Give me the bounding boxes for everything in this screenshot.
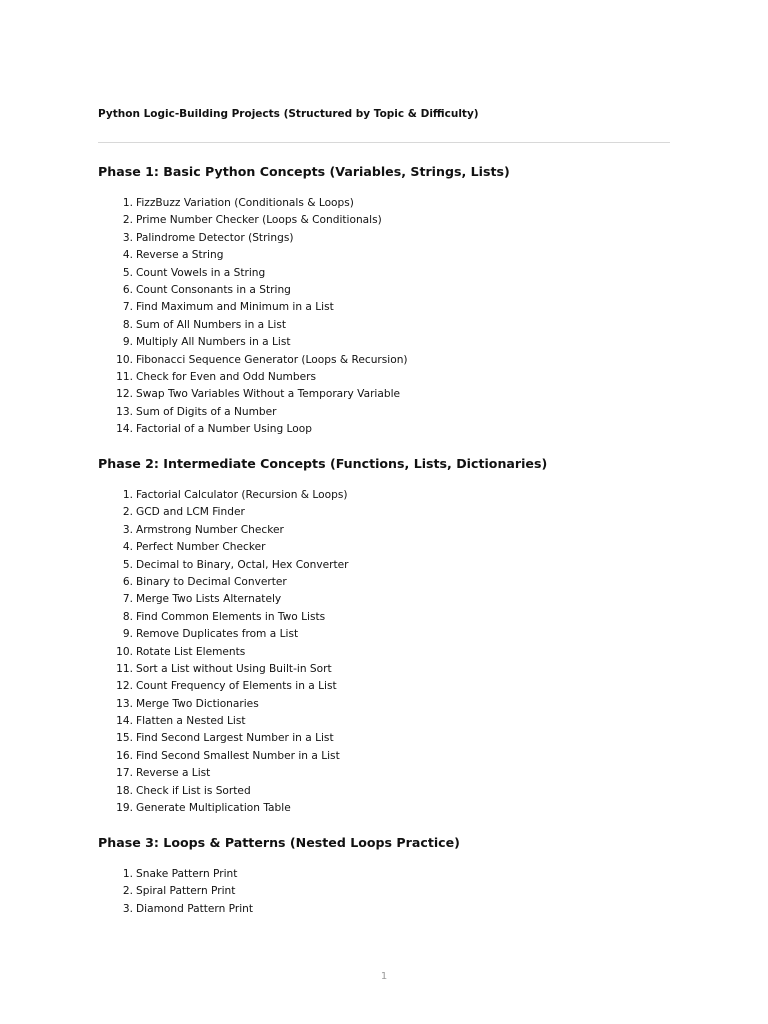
list-item-number: 11. [116, 662, 133, 675]
list-item-text: Count Vowels in a String [136, 266, 266, 279]
list-item-text: Remove Duplicates from a List [136, 628, 299, 641]
list-item-number: 7. [122, 301, 133, 314]
list-item-text: Snake Pattern Print [136, 868, 238, 880]
list-item-text: Armstrong Number Checker [136, 523, 284, 536]
phase-2-heading: Phase 2: Intermediate Concepts (Functions, Lists, Dictionaries) [98, 456, 548, 471]
list-item-text: GCD and LCM Finder [136, 506, 245, 519]
list-item-number: 6. [122, 283, 133, 296]
list-item-text: Sum of Digits of a Number [136, 405, 277, 418]
list-item-number: 10. [116, 645, 133, 658]
list-item-text: Find Second Largest Number in a List [136, 732, 334, 745]
list-item-text: Generate Multiplication Table [136, 802, 291, 815]
list-item-number: 3. [122, 231, 133, 244]
list-item-number: 1. [122, 197, 133, 209]
list-item-number: 5. [122, 558, 133, 571]
list-item-number: 16. [116, 749, 133, 762]
list-item-number: 5. [122, 266, 133, 279]
phase-1-heading: Phase 1: Basic Python Concepts (Variables, Strings, Lists) [98, 164, 510, 179]
document-title: Python Logic-Building Projects (Structured by Topic & Difficulty) [98, 108, 479, 120]
list-item-number: 3. [122, 523, 133, 536]
title-divider [98, 142, 670, 143]
list-item-number: 12. [116, 388, 133, 401]
list-item-number: 9. [122, 628, 133, 641]
list-item-number: 14. [116, 715, 133, 728]
list-item-number: 14. [116, 423, 133, 436]
list-item-number: 19. [116, 802, 133, 815]
list-item-number: 2. [122, 214, 133, 227]
list-item-text: Sum of All Numbers in a List [136, 318, 287, 331]
list-item-text: Swap Two Variables Without a Temporary Variable [136, 388, 401, 401]
list-item-number: 4. [122, 249, 133, 262]
list-item-number: 8. [122, 610, 133, 623]
list-item-number: 17. [116, 767, 133, 780]
list-item-text: Diamond Pattern Print [136, 902, 254, 915]
list-item-text: Count Frequency of Elements in a List [136, 680, 337, 693]
list-item-text: Sort a List without Using Built-in Sort [136, 662, 332, 675]
list-item-number: 4. [122, 541, 133, 554]
list-item-number: 13. [116, 405, 133, 418]
list-item-number: 12. [116, 680, 133, 693]
list-item-number: 1. [122, 868, 133, 880]
list-item-text: Factorial Calculator (Recursion & Loops) [136, 489, 348, 501]
list-item-text: Check if List is Sorted [136, 784, 251, 797]
list-item-text: Count Consonants in a String [136, 283, 291, 296]
list-item-text: Multiply All Numbers in a List [136, 336, 291, 349]
list-item-text: Find Second Smallest Number in a List [136, 749, 340, 762]
list-item-text: Reverse a List [136, 767, 211, 780]
list-item-number: 2. [122, 506, 133, 519]
list-item-text: Prime Number Checker (Loops & Conditionals) [136, 214, 382, 227]
list-item-number: 6. [122, 575, 133, 588]
list-item-number: 8. [122, 318, 133, 331]
list-item-number: 15. [116, 732, 133, 745]
list-item-number: 10. [116, 353, 133, 366]
list-item-text: FizzBuzz Variation (Conditionals & Loops) [136, 197, 354, 209]
page-number: 1 [380, 971, 388, 982]
list-item-text: Check for Even and Odd Numbers [136, 370, 316, 383]
list-item-text: Rotate List Elements [136, 645, 246, 658]
list-item-number: 3. [122, 902, 133, 915]
list-item-text: Flatten a Nested List [136, 715, 246, 728]
list-item-text: Perfect Number Checker [136, 541, 266, 554]
list-item-number: 1. [122, 489, 133, 501]
list-item-text: Factorial of a Number Using Loop [136, 423, 312, 436]
list-item-text: Merge Two Dictionaries [136, 697, 259, 710]
list-item-number: 9. [122, 336, 133, 349]
list-item-number: 13. [116, 697, 133, 710]
list-item-text: Merge Two Lists Alternately [136, 593, 282, 606]
list-item-text: Find Maximum and Minimum in a List [136, 301, 334, 314]
list-item-number: 11. [116, 370, 133, 383]
list-item-number: 2. [122, 885, 133, 898]
list-item-text: Binary to Decimal Converter [136, 575, 287, 588]
list-item-text: Find Common Elements in Two Lists [136, 610, 326, 623]
phase-3-heading: Phase 3: Loops & Patterns (Nested Loops Practice) [98, 835, 460, 850]
list-item-text: Fibonacci Sequence Generator (Loops & Recursion) [136, 353, 408, 366]
list-item-number: 18. [116, 784, 133, 797]
list-item-text: Decimal to Binary, Octal, Hex Converter [136, 558, 349, 571]
list-item-text: Reverse a String [136, 249, 224, 262]
list-item-number: 7. [122, 593, 133, 606]
list-item-text: Palindrome Detector (Strings) [136, 231, 294, 244]
list-item-text: Spiral Pattern Print [136, 885, 236, 898]
